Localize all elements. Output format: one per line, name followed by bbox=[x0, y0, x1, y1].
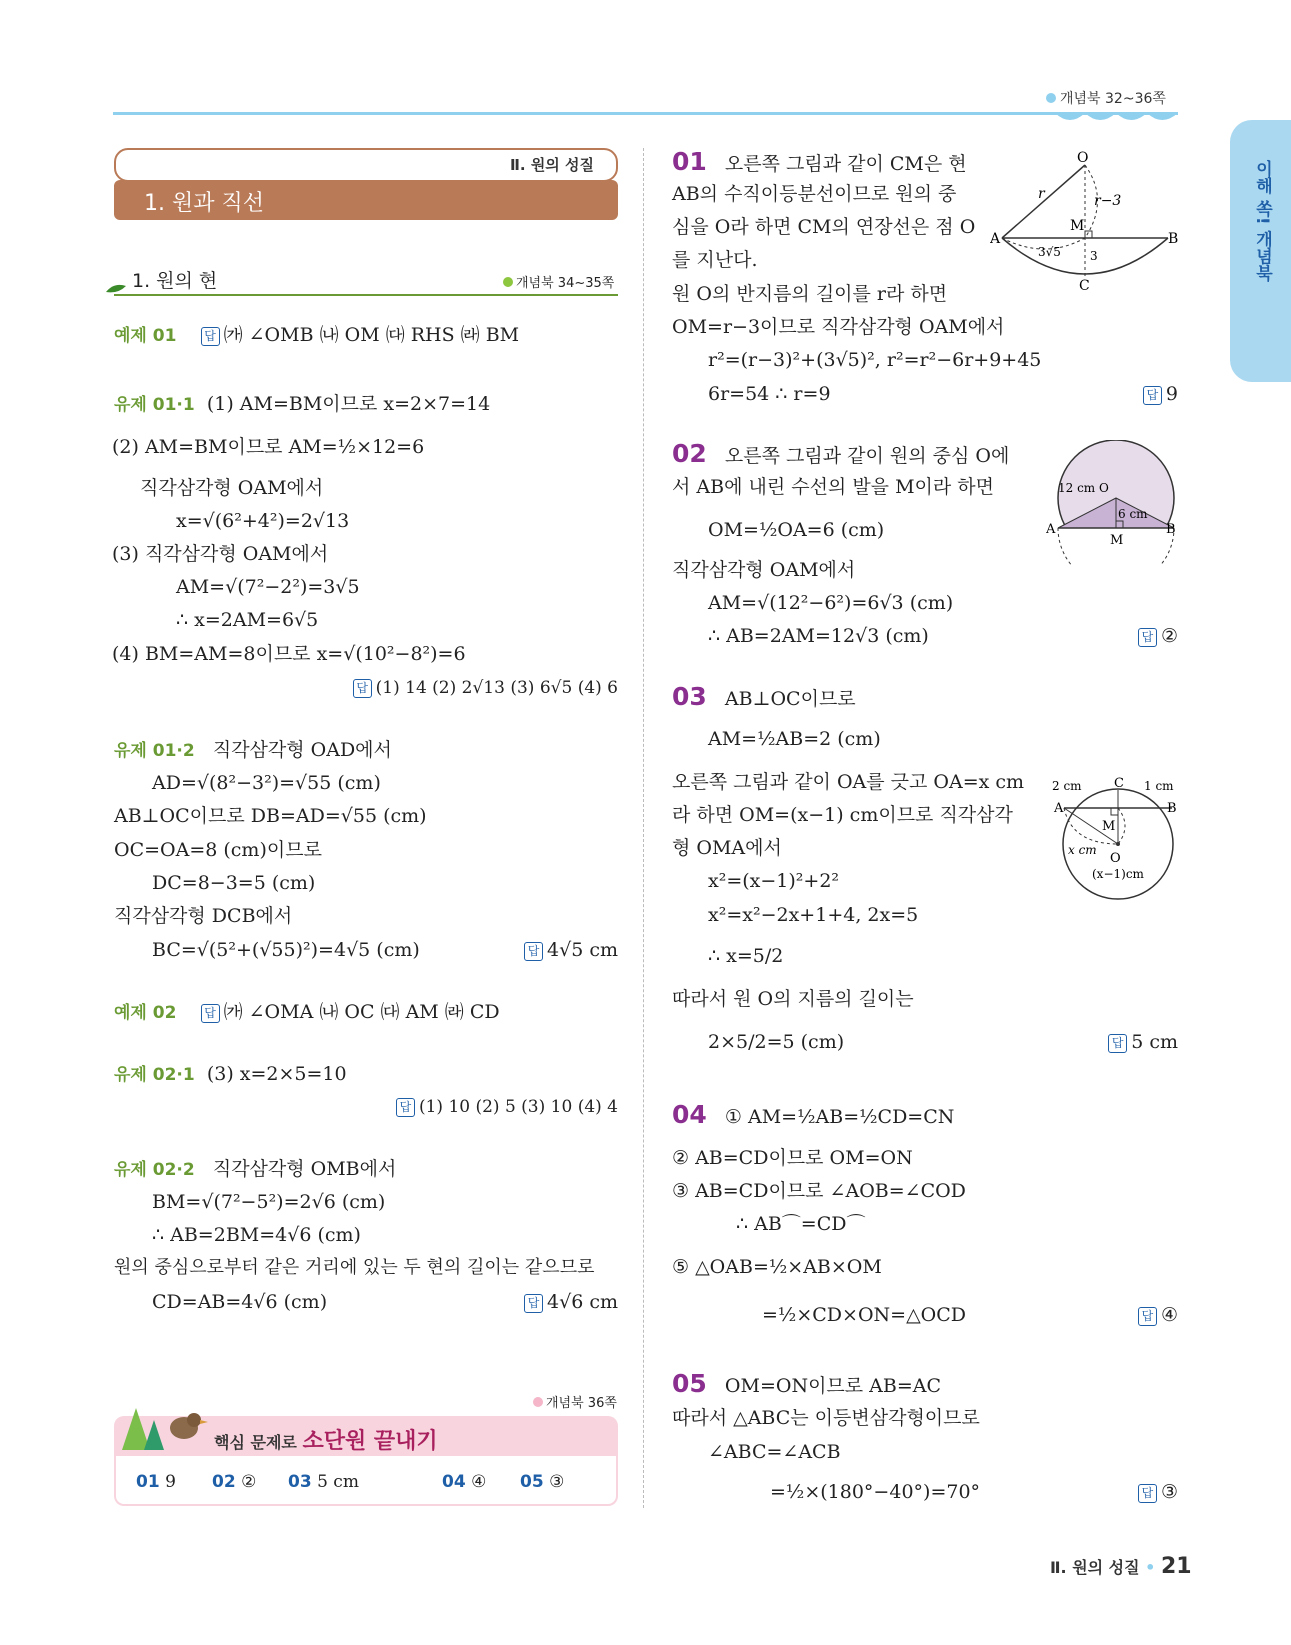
side-tab bbox=[1230, 120, 1291, 382]
left-line: 예제 01 답 ㈎ ∠OMB ㈏ OM ㈐ RHS ㈑ BM bbox=[114, 324, 520, 346]
left-line: x=√(6²+4²)=2√13 bbox=[176, 510, 350, 532]
summary-answer: 01 9 bbox=[136, 1472, 176, 1492]
right-line: r²=(r−3)²+(3√5)², r²=r²−6r+9+45 bbox=[708, 349, 1042, 371]
footer: Ⅱ. 원의 성질 • 21 bbox=[1050, 1554, 1192, 1579]
left-line: AM=√(7²−2²)=3√5 bbox=[176, 576, 360, 598]
subsection-ref: 개념북 34~35쪽 bbox=[503, 272, 614, 291]
right-line: 04 ① AM=½AB=½CD=CN bbox=[672, 1100, 955, 1129]
right-line: ③ AB=CD이므로 ∠AOB=∠COD bbox=[672, 1180, 966, 1202]
right-line: =½×CD×ON=△OCD bbox=[762, 1304, 967, 1326]
fig3-label-a: A bbox=[1054, 801, 1064, 816]
fig1-label-r3: r−3 bbox=[1094, 193, 1122, 209]
fig3-label-c: C bbox=[1114, 776, 1124, 791]
left-line: (2) AM=BM이므로 AM=½×12=6 bbox=[112, 436, 425, 458]
left-line: OC=OA=8 (cm)이므로 bbox=[114, 839, 322, 861]
summary-answer: 02 ② bbox=[212, 1472, 257, 1492]
fig3-label-2cm: 2 cm bbox=[1052, 779, 1082, 793]
right-line: 05 OM=ON이므로 AB=AC bbox=[672, 1369, 942, 1398]
right-line: 심을 O라 하면 CM의 연장선은 점 O bbox=[672, 216, 976, 238]
right-line: AM=√(12²−6²)=6√3 (cm) bbox=[708, 592, 954, 614]
summary-ref: 개념북 36쪽 bbox=[533, 1392, 617, 1411]
left-line: (4) BM=AM=8이므로 x=√(10²−8²)=6 bbox=[112, 643, 466, 665]
column-divider bbox=[643, 148, 644, 1508]
left-line: 유제 02·1 (3) x=2×5=10 bbox=[114, 1063, 347, 1085]
right-line: 따라서 △ABC는 이등변삼각형이므로 bbox=[672, 1407, 980, 1429]
subsection-title: 1. 원의 현 bbox=[132, 270, 218, 292]
summary-title: 핵심 문제로 소단원 끝내기 bbox=[214, 1429, 438, 1454]
right-line: 오른쪽 그림과 같이 OA를 긋고 OA=x cm bbox=[672, 771, 1025, 793]
fig3-label-x: x cm bbox=[1068, 843, 1097, 857]
right-line: x²=(x−1)²+2² bbox=[708, 870, 840, 892]
right-line: 원 O의 반지름의 길이를 r라 하면 bbox=[672, 283, 948, 305]
right-line: ⑤ △OAB=½×AB×OM bbox=[672, 1256, 882, 1278]
left-line: 직각삼각형 DCB에서 bbox=[114, 905, 293, 927]
header-rule bbox=[113, 112, 1178, 115]
left-line: 유제 01·1 (1) AM=BM이므로 x=2×7=14 bbox=[114, 393, 491, 415]
right-line: ∴ AB⌒=CD⌒ bbox=[736, 1213, 866, 1235]
answer-line: 답 9 bbox=[1040, 382, 1178, 406]
fig1-label-a: A bbox=[990, 231, 1001, 247]
header-waves bbox=[1055, 112, 1178, 126]
right-line: 02 오른쪽 그림과 같이 원의 중심 O에 bbox=[672, 439, 1010, 468]
answer-line: 답 (1) 10 (2) 5 (3) 10 (4) 4 bbox=[340, 1095, 618, 1119]
left-line: CD=AB=4√6 (cm) bbox=[152, 1291, 328, 1313]
right-line: AM=½AB=2 (cm) bbox=[708, 728, 881, 750]
figure-2 bbox=[1046, 440, 1181, 565]
right-line: OM=½OA=6 (cm) bbox=[708, 519, 885, 541]
right-line: ∠ABC=∠ACB bbox=[708, 1441, 841, 1463]
fig1-label-3: 3 bbox=[1090, 249, 1098, 263]
fig1-label-m: M bbox=[1070, 218, 1085, 234]
header-ref: 개념북 32~36쪽 bbox=[1046, 88, 1166, 108]
right-line: 직각삼각형 OAM에서 bbox=[672, 559, 856, 581]
right-line: 01 오른쪽 그림과 같이 CM은 현 bbox=[672, 147, 967, 176]
leaf-icon bbox=[104, 280, 130, 300]
fig1-label-35: 3√5 bbox=[1038, 245, 1061, 259]
fig3-label-m: M bbox=[1102, 819, 1116, 834]
answer-line: 답 4√6 cm bbox=[478, 1290, 618, 1314]
side-tab-label: 이해 쏙! 개념북 bbox=[1252, 160, 1272, 282]
dot-icon bbox=[503, 277, 513, 287]
answer-line: 답 4√5 cm bbox=[478, 938, 618, 962]
left-line: BM=√(7²−5²)=2√6 (cm) bbox=[152, 1191, 386, 1213]
section-title: 1. 원과 직선 bbox=[144, 191, 264, 216]
summary-answer: 05 ③ bbox=[520, 1472, 565, 1492]
right-line: 를 지난다. bbox=[672, 249, 758, 271]
answer-line: 답 (1) 14 (2) 2√13 (3) 6√5 (4) 6 bbox=[340, 676, 618, 700]
left-line: AB⊥OC이므로 DB=AD=√55 (cm) bbox=[114, 805, 427, 827]
fig3-label-1cm: 1 cm bbox=[1144, 779, 1174, 793]
fig3-label-x1: (x−1)cm bbox=[1092, 867, 1144, 881]
answer-line: 답 5 cm bbox=[1040, 1030, 1178, 1054]
right-line: 6r=54 ∴ r=9 bbox=[708, 383, 831, 405]
page-number: 21 bbox=[1160, 1554, 1192, 1579]
right-line: AB의 수직이등분선이므로 원의 중 bbox=[672, 183, 957, 205]
fig2-label-m: M bbox=[1110, 533, 1124, 548]
fig3-label-b: B bbox=[1167, 801, 1177, 816]
section-box bbox=[114, 148, 618, 222]
right-line: 03 AB⊥OC이므로 bbox=[672, 682, 856, 711]
fig2-label-b: B bbox=[1166, 522, 1176, 537]
footer-part: Ⅱ. 원의 성질 bbox=[1050, 1558, 1140, 1577]
left-line: ∴ AB=2BM=4√6 (cm) bbox=[152, 1224, 361, 1246]
right-line: 형 OMA에서 bbox=[672, 837, 782, 859]
fig2-label-6: 6 cm bbox=[1118, 507, 1148, 521]
fig1-label-r: r bbox=[1038, 186, 1045, 202]
fig1-label-o: O bbox=[1077, 150, 1089, 166]
figure-1 bbox=[990, 150, 1180, 295]
left-line: AD=√(8²−3²)=√55 (cm) bbox=[152, 772, 381, 794]
left-line: 유제 01·2 직각삼각형 OAD에서 bbox=[114, 739, 392, 761]
right-line: ∴ AB=2AM=12√3 (cm) bbox=[708, 625, 929, 647]
right-line: ∴ x=5/2 bbox=[708, 945, 784, 967]
right-line: OM=r−3이므로 직각삼각형 OAM에서 bbox=[672, 316, 1005, 338]
figure-3 bbox=[1052, 774, 1182, 904]
left-line: ∴ x=2AM=6√5 bbox=[176, 609, 319, 631]
fig2-label-a: A bbox=[1046, 522, 1056, 537]
left-line: 직각삼각형 OAM에서 bbox=[140, 477, 324, 499]
right-line: ② AB=CD이므로 OM=ON bbox=[672, 1147, 913, 1169]
left-line: (3) 직각삼각형 OAM에서 bbox=[112, 543, 329, 565]
right-line: x²=x²−2x+1+4, 2x=5 bbox=[708, 904, 919, 926]
right-line: 서 AB에 내린 수선의 발을 M이라 하면 bbox=[672, 476, 994, 498]
tree-icon bbox=[118, 1404, 208, 1460]
fig1-label-c: C bbox=[1079, 278, 1090, 294]
right-line: =½×(180°−40°)=70° bbox=[770, 1481, 981, 1503]
fig2-label-o: 12 cm O bbox=[1058, 481, 1109, 495]
summary-answer: 04 ④ bbox=[442, 1472, 487, 1492]
answer-line: 답 ③ bbox=[1040, 1480, 1178, 1504]
left-line: BC=√(5²+(√55)²)=4√5 (cm) bbox=[152, 939, 420, 961]
dot-icon bbox=[533, 1397, 543, 1407]
fig1-label-b: B bbox=[1168, 231, 1179, 247]
left-line: 원의 중심으로부터 같은 거리에 있는 두 현의 길이는 같으므로 bbox=[114, 1257, 595, 1278]
dot-icon bbox=[1046, 93, 1056, 103]
left-line: DC=8−3=5 (cm) bbox=[152, 872, 316, 894]
right-line: 라 하면 OM=(x−1) cm이므로 직각삼각 bbox=[672, 804, 1013, 826]
right-line: 2×5/2=5 (cm) bbox=[708, 1031, 845, 1053]
answer-line: 답 ② bbox=[1040, 624, 1178, 648]
part-label: Ⅱ. 원의 성질 bbox=[510, 156, 594, 174]
summary-answer: 03 5 cm bbox=[288, 1472, 359, 1492]
fig3-label-o: O bbox=[1110, 851, 1121, 866]
left-line: 예제 02 답 ㈎ ∠OMA ㈏ OC ㈐ AM ㈑ CD bbox=[114, 1001, 500, 1023]
left-line: 유제 02·2 직각삼각형 OMB에서 bbox=[114, 1158, 397, 1180]
right-line: 따라서 원 O의 지름의 길이는 bbox=[672, 988, 914, 1010]
subsection-rule bbox=[114, 294, 618, 296]
answer-line: 답 ④ bbox=[1040, 1303, 1178, 1327]
